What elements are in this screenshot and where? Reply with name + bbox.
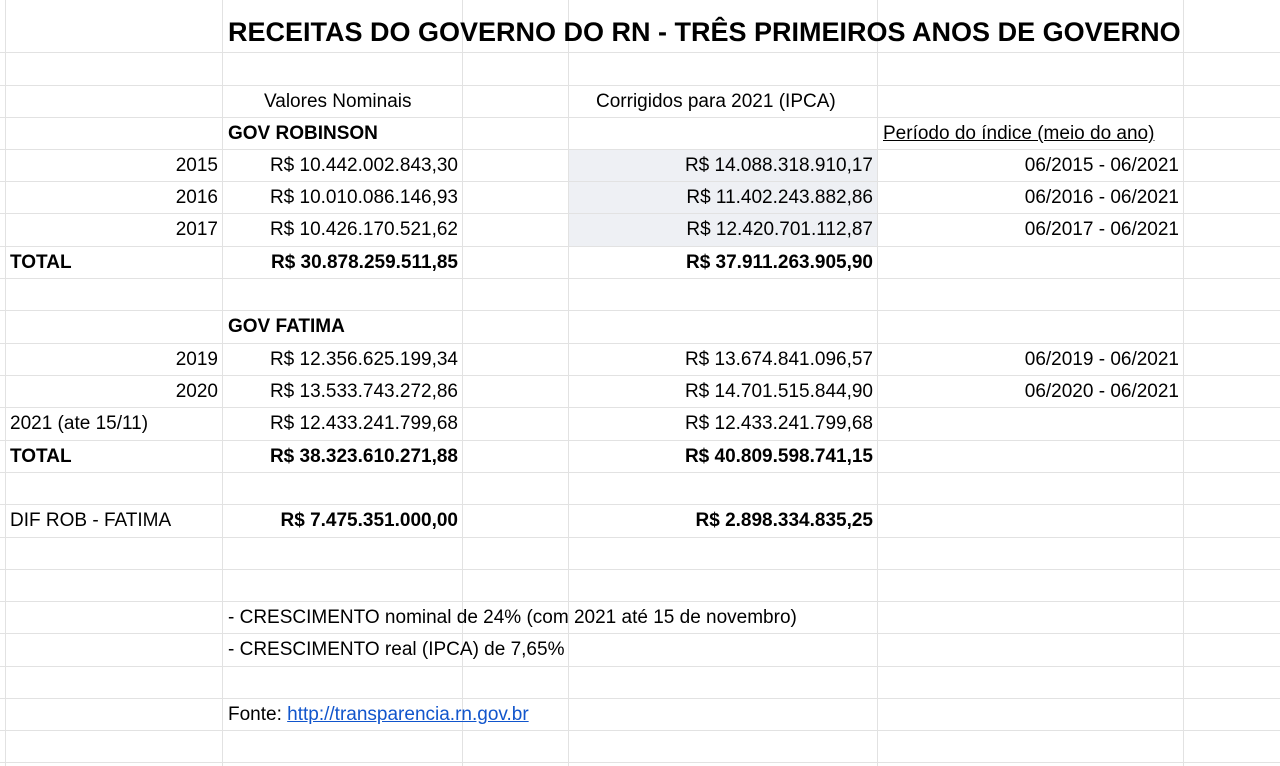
grid-line [222, 0, 223, 766]
corrected-cell[interactable]: R$ 11.402.243.882,86 [686, 187, 873, 208]
grid-line [568, 0, 569, 766]
source-cell[interactable] [228, 699, 529, 731]
diff-label[interactable]: DIF ROB - FATIMA [10, 510, 172, 531]
section-fatima[interactable]: GOV FATIMA [228, 316, 345, 337]
source-label: Fonte: [228, 704, 288, 725]
grid-line [0, 762, 1280, 763]
nominal-cell[interactable]: R$ 13.533.743.272,86 [269, 381, 458, 402]
section-robinson[interactable]: GOV ROBINSON [228, 123, 378, 144]
corrected-cell[interactable]: R$ 12.420.701.112,87 [686, 219, 873, 240]
grid-line [0, 537, 1280, 538]
diff-nominal[interactable]: R$ 7.475.351.000,00 [280, 510, 458, 531]
period-cell[interactable]: 06/2015 - 06/2021 [1024, 155, 1179, 176]
grid-line [877, 0, 878, 766]
nominal-cell[interactable]: R$ 12.433.241.799,68 [269, 413, 458, 434]
grid-line [0, 666, 1280, 667]
total-corrected[interactable]: R$ 40.809.598.741,15 [684, 446, 873, 467]
year-cell[interactable]: 2016 [175, 187, 218, 208]
grid-line [0, 569, 1280, 570]
period-cell[interactable]: 06/2019 - 06/2021 [1024, 349, 1179, 370]
year-cell[interactable]: 2019 [175, 349, 218, 370]
total-corrected[interactable]: R$ 37.911.263.905,90 [685, 252, 873, 273]
corrected-cell[interactable]: R$ 13.674.841.096,57 [684, 349, 873, 370]
nominal-cell[interactable]: R$ 10.442.002.843,30 [269, 155, 458, 176]
nominal-cell[interactable]: R$ 10.426.170.521,62 [269, 219, 458, 240]
corrected-cell[interactable]: R$ 14.088.318.910,17 [684, 155, 873, 176]
grid-line [0, 730, 1280, 731]
grid-line [0, 310, 1280, 311]
grid-line [0, 278, 1280, 279]
note-nominal-growth[interactable]: - CRESCIMENTO nominal de 24% (com 2021 até 15 de novembro) [228, 607, 797, 628]
total-nominal[interactable]: R$ 30.878.259.511,85 [270, 252, 458, 273]
grid-line [5, 0, 6, 766]
period-cell[interactable]: 06/2020 - 06/2021 [1024, 381, 1179, 402]
total-nominal[interactable]: R$ 38.323.610.271,88 [269, 446, 458, 467]
nominal-cell[interactable]: R$ 10.010.086.146,93 [269, 187, 458, 208]
year-cell[interactable]: 2020 [175, 381, 218, 402]
grid-line [0, 504, 1280, 505]
corrected-cell[interactable]: R$ 12.433.241.799,68 [684, 413, 873, 434]
grid-line [0, 698, 1280, 699]
note-real-growth[interactable]: - CRESCIMENTO real (IPCA) de 7,65% [228, 639, 565, 660]
corrected-cell[interactable]: R$ 14.701.515.844,90 [684, 381, 873, 402]
header-nominal[interactable]: Valores Nominais [264, 91, 412, 112]
grid-line [1183, 0, 1184, 766]
source-link[interactable]: http://transparencia.rn.gov.br [287, 704, 529, 725]
total-label[interactable]: TOTAL [10, 252, 72, 273]
grid-line [0, 246, 1280, 247]
period-cell[interactable]: 06/2016 - 06/2021 [1024, 187, 1179, 208]
header-corrected[interactable]: Corrigidos para 2021 (IPCA) [596, 91, 836, 112]
year-cell[interactable]: 2017 [175, 219, 218, 240]
year-cell[interactable]: 2015 [175, 155, 218, 176]
grid-line [0, 440, 1280, 441]
period-cell[interactable]: 06/2017 - 06/2021 [1024, 219, 1179, 240]
nominal-cell[interactable]: R$ 12.356.625.199,34 [269, 349, 458, 370]
grid-line [0, 472, 1280, 473]
sheet-title[interactable]: RECEITAS DO GOVERNO DO RN - TRÊS PRIMEIROS ANOS DE GOVERNO [228, 17, 1181, 47]
diff-corrected[interactable]: R$ 2.898.334.835,25 [695, 510, 873, 531]
grid-line [0, 52, 1280, 53]
partial-year-label[interactable]: 2021 (ate 15/11) [10, 413, 149, 434]
header-period[interactable]: Período do índice (meio do ano) [883, 123, 1155, 144]
total-label[interactable]: TOTAL [10, 446, 72, 467]
